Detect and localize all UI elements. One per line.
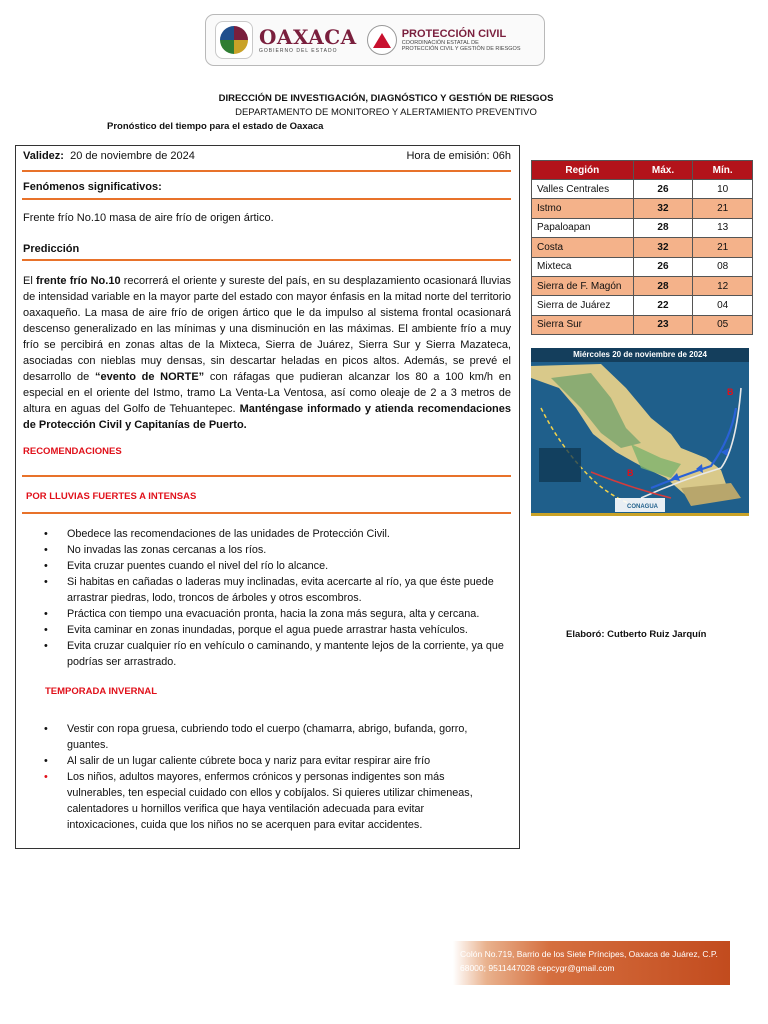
list-item (44, 558, 511, 574)
list-item (44, 753, 495, 769)
divider (22, 198, 511, 200)
list-item (44, 769, 495, 833)
prediction-paragraph: El frente frío No.10 recorrerá el oriente y sureste del país, en su desplazamiento ocasionará lluvias de intensidad variable en la mayor parte del estado con mayor énfasis en la mitad norte del territorio oaxaqueño. La masa de aire frío de origen ártico que le da impulso al sistema frontal ocasionará descenso generalizado en las mínimas y una disminución en las máximas. El ambiente frío a muy frío se percibirá en zonas altas de la Mixteca, Sierra de Juárez, Sierra Sur y Sierra Mazateca, asociadas con nieblas muy densas, sin descartar heladas en picos altos. Además, se prevé el desarrollo de “evento de NORTE” con ráfagas que pudieran alcanzar los 80 a 100 km/h en especial en el oriente del Istmo, tramo La Venta-La Ventosa, así como oleaje de 2 a 3 metros de altura en aguas del Golfo de Tehuantepec. Manténgase informado y atienda recomendaciones de Protección Civil y Capitanías de Puerto. (23, 275, 511, 431)
min-cell: 12 (693, 276, 753, 295)
list-item-text: Al salir de un lugar caliente cúbrete boca y nariz para evitar respirar aire frío (67, 755, 431, 767)
table-row (532, 315, 753, 334)
bullet-icon: • (44, 640, 48, 652)
list-item-text: Evita cruzar cualquier río en vehículo o caminando, y mantente lejos de la corriente, ya que podrías ser arrastrado. (67, 640, 504, 668)
max-cell: 28 (633, 276, 693, 295)
footer-address: Colón No.719, Barrio de los Siete Príncipes, Oaxaca de Juárez, C.P. (460, 949, 718, 959)
region-cell: Costa (532, 238, 634, 257)
list-item (44, 638, 511, 670)
list-item-text: Los niños, adultos mayores, enfermos crónicos y personas indigentes son más vulnerables, ten especial cuidado con ellos y cobíjalos. Si quieres utilizar chimeneas, calentadores u hornillos verifica que haya ventilación adecuada para evitar intoxicaciones, cuida que los niños no se acerquen para evitar accidentes. (67, 771, 473, 831)
min-cell: 04 (693, 296, 753, 315)
table-row (532, 199, 753, 218)
oaxaca-emblem-icon (215, 21, 253, 59)
validity (23, 150, 195, 162)
table-row (532, 276, 753, 295)
min-cell: 05 (693, 315, 753, 334)
header-logo-strip (205, 14, 545, 66)
pc-name: PROTECCIÓN CIVIL (401, 27, 507, 40)
list-item (44, 542, 511, 558)
footer-contact (460, 947, 732, 975)
validity-date: 20 de noviembre de 2024 (70, 150, 195, 162)
region-cell: Papaloapan (532, 218, 634, 237)
max-cell: 26 (633, 257, 693, 276)
list-item-text: Evita cruzar puentes cuando el nivel del río lo alcance. (67, 560, 329, 572)
bullet-icon: • (44, 528, 48, 540)
issue-time: Hora de emisión: 06h (406, 150, 511, 162)
winter-recommendations-list (44, 721, 495, 833)
validity-label: Validez: (23, 150, 64, 162)
col-region: Región (532, 161, 634, 180)
region-cell: Sierra de Juárez (532, 296, 634, 315)
bullet-icon: • (44, 608, 48, 620)
divider (22, 512, 511, 514)
direction-heading: DIRECCIÓN DE INVESTIGACIÓN, DIAGNÓSTICO Y GESTIÓN DE RIESGOS (218, 93, 554, 104)
temperature-table (531, 160, 753, 335)
gov-subtitle: GOBIERNO DEL ESTADO (259, 47, 338, 54)
col-max: Máx. (633, 161, 693, 180)
list-item (44, 606, 511, 622)
rain-title: POR LLUVIAS FUERTES A INTENSAS (26, 491, 197, 502)
min-cell: 08 (693, 257, 753, 276)
map-pressure-label-2: B (627, 468, 634, 478)
rain-recommendations-list (44, 526, 511, 670)
table-row (532, 257, 753, 276)
list-item-text: Práctica con tiempo una evacuación pronta, hacia la zona más segura, alta y cercana. (67, 608, 480, 620)
validity-row (23, 150, 511, 162)
min-cell: 21 (693, 238, 753, 257)
list-item-text: Evita caminar en zonas inundadas, porque el agua puede arrastrar hasta vehículos. (67, 624, 468, 636)
min-cell: 21 (693, 199, 753, 218)
gov-name: OAXACA (259, 24, 357, 49)
table-row (532, 238, 753, 257)
report-box (15, 145, 520, 849)
map-agency: CONAGUA (627, 504, 658, 510)
col-min: Mín. (693, 161, 753, 180)
list-item-text: Si habitas en cañadas o laderas muy inclinadas, evita acercarte al río, ya que éste puede arrastrar piedras, lodo, troncos de árboles y otros escombros. (67, 576, 494, 604)
table-row (532, 296, 753, 315)
region-cell: Istmo (532, 199, 634, 218)
min-cell: 10 (693, 180, 753, 199)
divider (22, 170, 511, 172)
map-title: Miércoles 20 de noviembre de 2024 (573, 350, 707, 359)
list-item-text: Obedece las recomendaciones de las unidades de Protección Civil. (67, 528, 390, 540)
region-cell: Sierra Sur (532, 315, 634, 334)
gov-logo-text (259, 24, 357, 54)
table-header-row (532, 161, 753, 180)
bullet-icon: • (44, 723, 48, 735)
divider (22, 259, 511, 261)
max-cell: 22 (633, 296, 693, 315)
max-cell: 28 (633, 218, 693, 237)
divider (22, 475, 511, 477)
bullet-icon: • (44, 544, 48, 556)
region-cell: Sierra de F. Magón (532, 276, 634, 295)
list-item (44, 721, 495, 753)
department-heading: DEPARTAMENTO DE MONITOREO Y ALERTAMIENTO PREVENTIVO (235, 107, 537, 118)
list-item (44, 574, 511, 606)
max-cell: 26 (633, 180, 693, 199)
winter-title: TEMPORADA INVERNAL (45, 686, 158, 697)
bullet-icon: • (44, 576, 48, 588)
bullet-icon: • (44, 771, 48, 783)
list-item (44, 526, 511, 542)
min-cell: 13 (693, 218, 753, 237)
bullet-icon: • (44, 755, 48, 767)
list-item (44, 622, 511, 638)
author-credit: Elaboró: Cutberto Ruiz Jarquín (566, 629, 707, 640)
max-cell: 32 (633, 199, 693, 218)
weather-map-graphic (531, 348, 749, 516)
bullet-icon: • (44, 624, 48, 636)
pc-subtitle-2: PROTECCIÓN CIVIL Y GESTIÓN DE RIESGOS (401, 46, 521, 52)
table-row (532, 218, 753, 237)
footer-phone-email: 68000; 9511447028 cepcygr@gmail.com (460, 963, 615, 973)
pc-subtitle-1: COORDINACIÓN ESTATAL DE (401, 39, 479, 46)
proteccion-civil-emblem-icon (367, 25, 397, 55)
pc-logo-text (402, 28, 521, 53)
bullet-icon: • (44, 560, 48, 572)
map-pressure-label-1: B (727, 387, 734, 397)
list-item-text: No invadas las zonas cercanas a los ríos. (67, 544, 267, 556)
phenomena-title: Fenómenos significativos: (23, 181, 162, 193)
region-cell: Mixteca (532, 257, 634, 276)
max-cell: 23 (633, 315, 693, 334)
weather-map (531, 348, 749, 516)
table-row (532, 180, 753, 199)
recommendations-title: RECOMENDACIONES (23, 446, 122, 457)
region-cell: Valles Centrales (532, 180, 634, 199)
forecast-title: Pronóstico del tiempo para el estado de Oaxaca (107, 121, 324, 132)
list-item-text: Vestir con ropa gruesa, cubriendo todo el cuerpo (chamarra, abrigo, bufanda, gorro, guantes. (67, 723, 468, 751)
phenomena-text: Frente frío No.10 masa de aire frío de origen ártico. (23, 212, 274, 224)
prediction-title: Predicción (23, 243, 80, 255)
max-cell: 32 (633, 238, 693, 257)
